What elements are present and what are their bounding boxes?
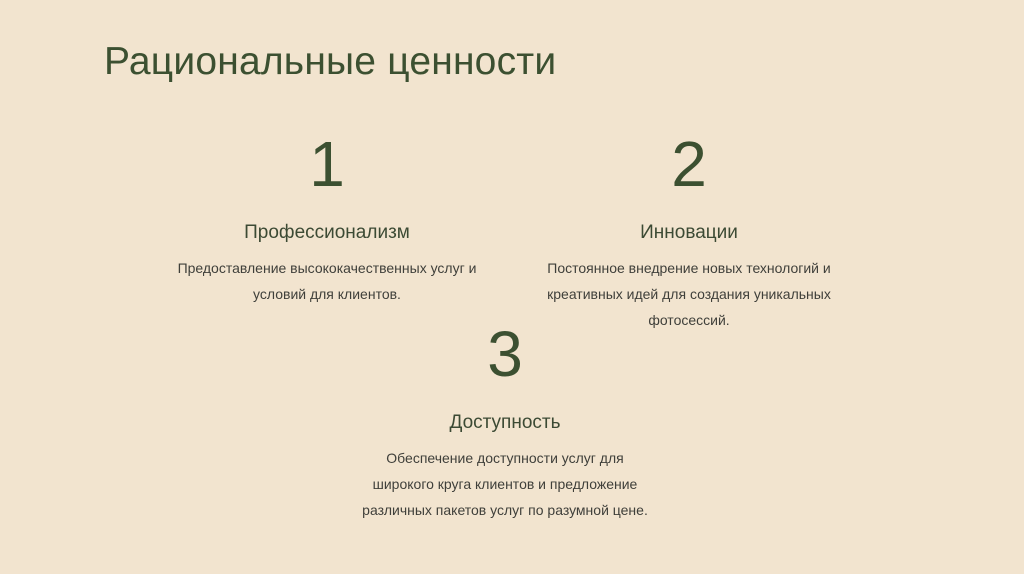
value-heading: Доступность [449, 412, 561, 433]
value-item-innovations [526, 128, 852, 333]
slide-title: Рациональные ценности [104, 40, 557, 83]
value-heading: Инновации [640, 222, 738, 243]
value-number: 2 [671, 128, 707, 200]
value-number: 3 [487, 318, 523, 390]
value-heading: Профессионализм [244, 222, 410, 243]
value-item-professionalism [164, 128, 490, 307]
value-description: Постоянное внедрение новых технологий и креативных идей для создания уникальных фотосессий. [547, 260, 831, 328]
value-item-accessibility [342, 318, 668, 523]
value-number: 1 [309, 128, 345, 200]
value-description: Предоставление высококачественных услуг и условий для клиентов. [177, 260, 477, 302]
value-description: Обеспечение доступности услуг для широкого круга клиентов и предложение различных пакетов услуг по разумной цене. [362, 450, 648, 518]
